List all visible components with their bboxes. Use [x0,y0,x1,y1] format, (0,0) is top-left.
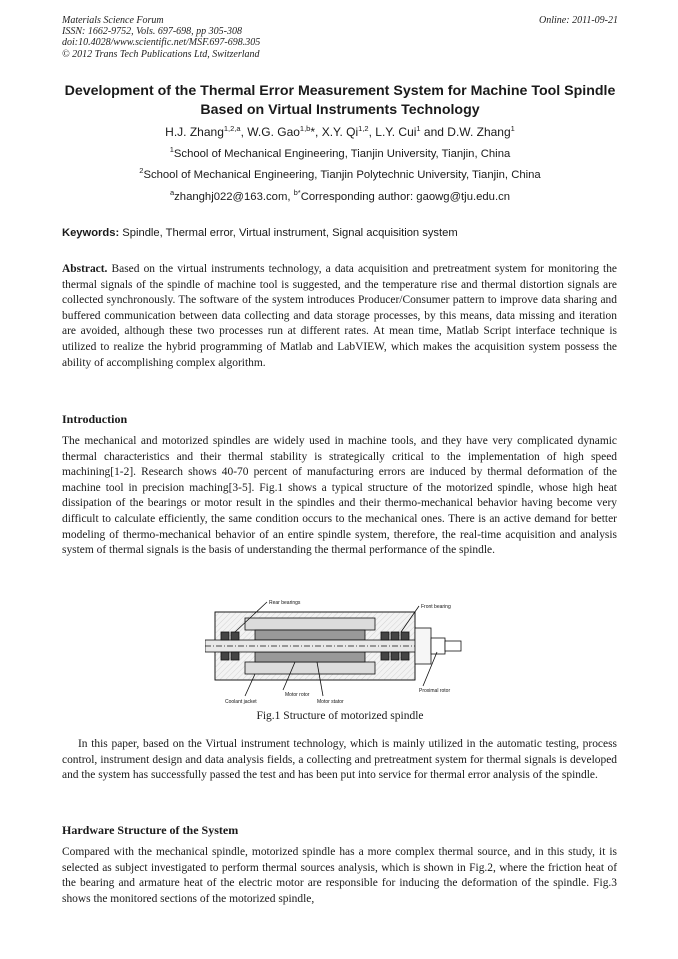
figure-caption: Fig.1 Structure of motorized spindle [256,710,424,722]
affiliation-1: $^1$School of Mechanical Engineering, Tianjin University, Tianjin, China [169,145,511,160]
abstract-label: Abstract. [62,263,108,275]
doi: doi:10.4028/www.scientific.net/MSF.697-698.305 [62,37,261,49]
section-heading-introduction: Introduction [62,412,128,426]
label-motor-stator: Motor stator [317,699,344,705]
abstract: Abstract. Based on the virtual instruments technology, a data acquisition and pretreatment system for monitoring the thermal signals of the spindle of machine tool is suggested, and the temperature rise and thermal distortion signals are collected synchronously. The software of the system introduces Producer/Consumer pattern to improve data sharing and buffered communication between data collecting and data storage processes, by this means, data missing and iteration are avoided, although these two processes run at different rates. At mean time, Matlab Script interface technique is utilized to realize the hybrid programming of Matlab and LabVIEW, which makes the acquisition system possess the ability of accomplishing complex algorithm. [62,263,617,369]
author: W.G. Gao$^{1,b}$*, [247,124,322,139]
affiliation-2: $^2$School of Mechanical Engineering, Tianjin Polytechnic University, Tianjin, China [139,166,541,181]
copyright: © 2012 Trans Tech Publications Ltd, Switzerland [62,48,260,60]
hardware-paragraph-1: Compared with the mechanical spindle, motorized spindle has a more complex thermal source, and in this study, it is selected as subject investigated to perform thermal sources analysis, which is shown in Fig.2, where the friction heat of the bearing and armature heat of the electric motor are responsible for inducing the deformation of the spindle. Fig.3 shows the monitored sections of the motorized spindle, [62,846,617,905]
label-motor-rotor: Motor rotor [285,692,310,698]
intro-paragraph-1: The mechanical and motorized spindles are widely used in machine tools, and they have very complicated dynamic thermal characteristics and their thermal stability is strategically critical to the implementation of high speed machining[1-2]. Research shows 40-70 percent of manufacturing errors are induced by thermal deformation of the machine tool in precision maching[3-5]. Fig.1 shows a typical structure of the motorized spindle, whose high heat dissipation of the bearings or motor result in the spindles and their thermo-mechanical behavior having become very difficult to calculate efficiently, the same condition occurs to the mechanical ones. There is an active demand for better modeling of thermo-mechanical behavior of an entire spindle system, therefore, the real-time acquisition and analysis system of thermal signals is the basis of understanding the thermal performance of the spindle. [62,435,617,557]
journal-header [62,15,618,60]
label-coolant-jacket: Coolant jacket [225,699,257,705]
section-heading-hardware: Hardware Structure of the System [62,823,239,837]
author: H.J. Zhang$^{1,2,a}$, [165,124,248,139]
figure-motorized-spindle [205,598,473,708]
author-emails: $^a$zhanghj022@163.com, $^{b*}$Corresponding author: gaowg@tju.edu.cn [169,188,511,203]
paper-title: Development of the Thermal Error Measurement System for Machine Tool Spindle Based on Virtual Instruments Technology [64,83,616,118]
label-rear-bearings: Rear bearings [269,600,301,606]
keywords: Keywords: Spindle, Thermal error, Virtual instrument, Signal acquisition system [62,227,458,239]
intro-paragraph-2: In this paper, based on the Virtual instrument technology, which is mainly utilized in the automatic testing, process control, instrument design and data analysis fields, a collecting and pretreatment system for thermal signals is developed and the system has successfully passed the test and has been put into service for thermal error analysis of the spindle. [62,738,617,782]
label-proximal-rotor: Proximal rotor [419,688,451,694]
issn: ISSN: 1662-9752, Vols. 697-698, pp 305-308 [62,26,242,38]
online-date: Online: 2011-09-21 [539,15,618,26]
author: D.W. Zhang$^1$ [447,124,515,139]
spindle-drawing [205,598,473,708]
label-front-bearing: Front bearing [421,604,451,610]
journal-name: Materials Science Forum [62,15,164,26]
author: L.Y. Cui$^1$ and [375,124,448,139]
author-list [62,125,618,139]
author: X.Y. Qi$^{1,2}$, [321,124,376,139]
